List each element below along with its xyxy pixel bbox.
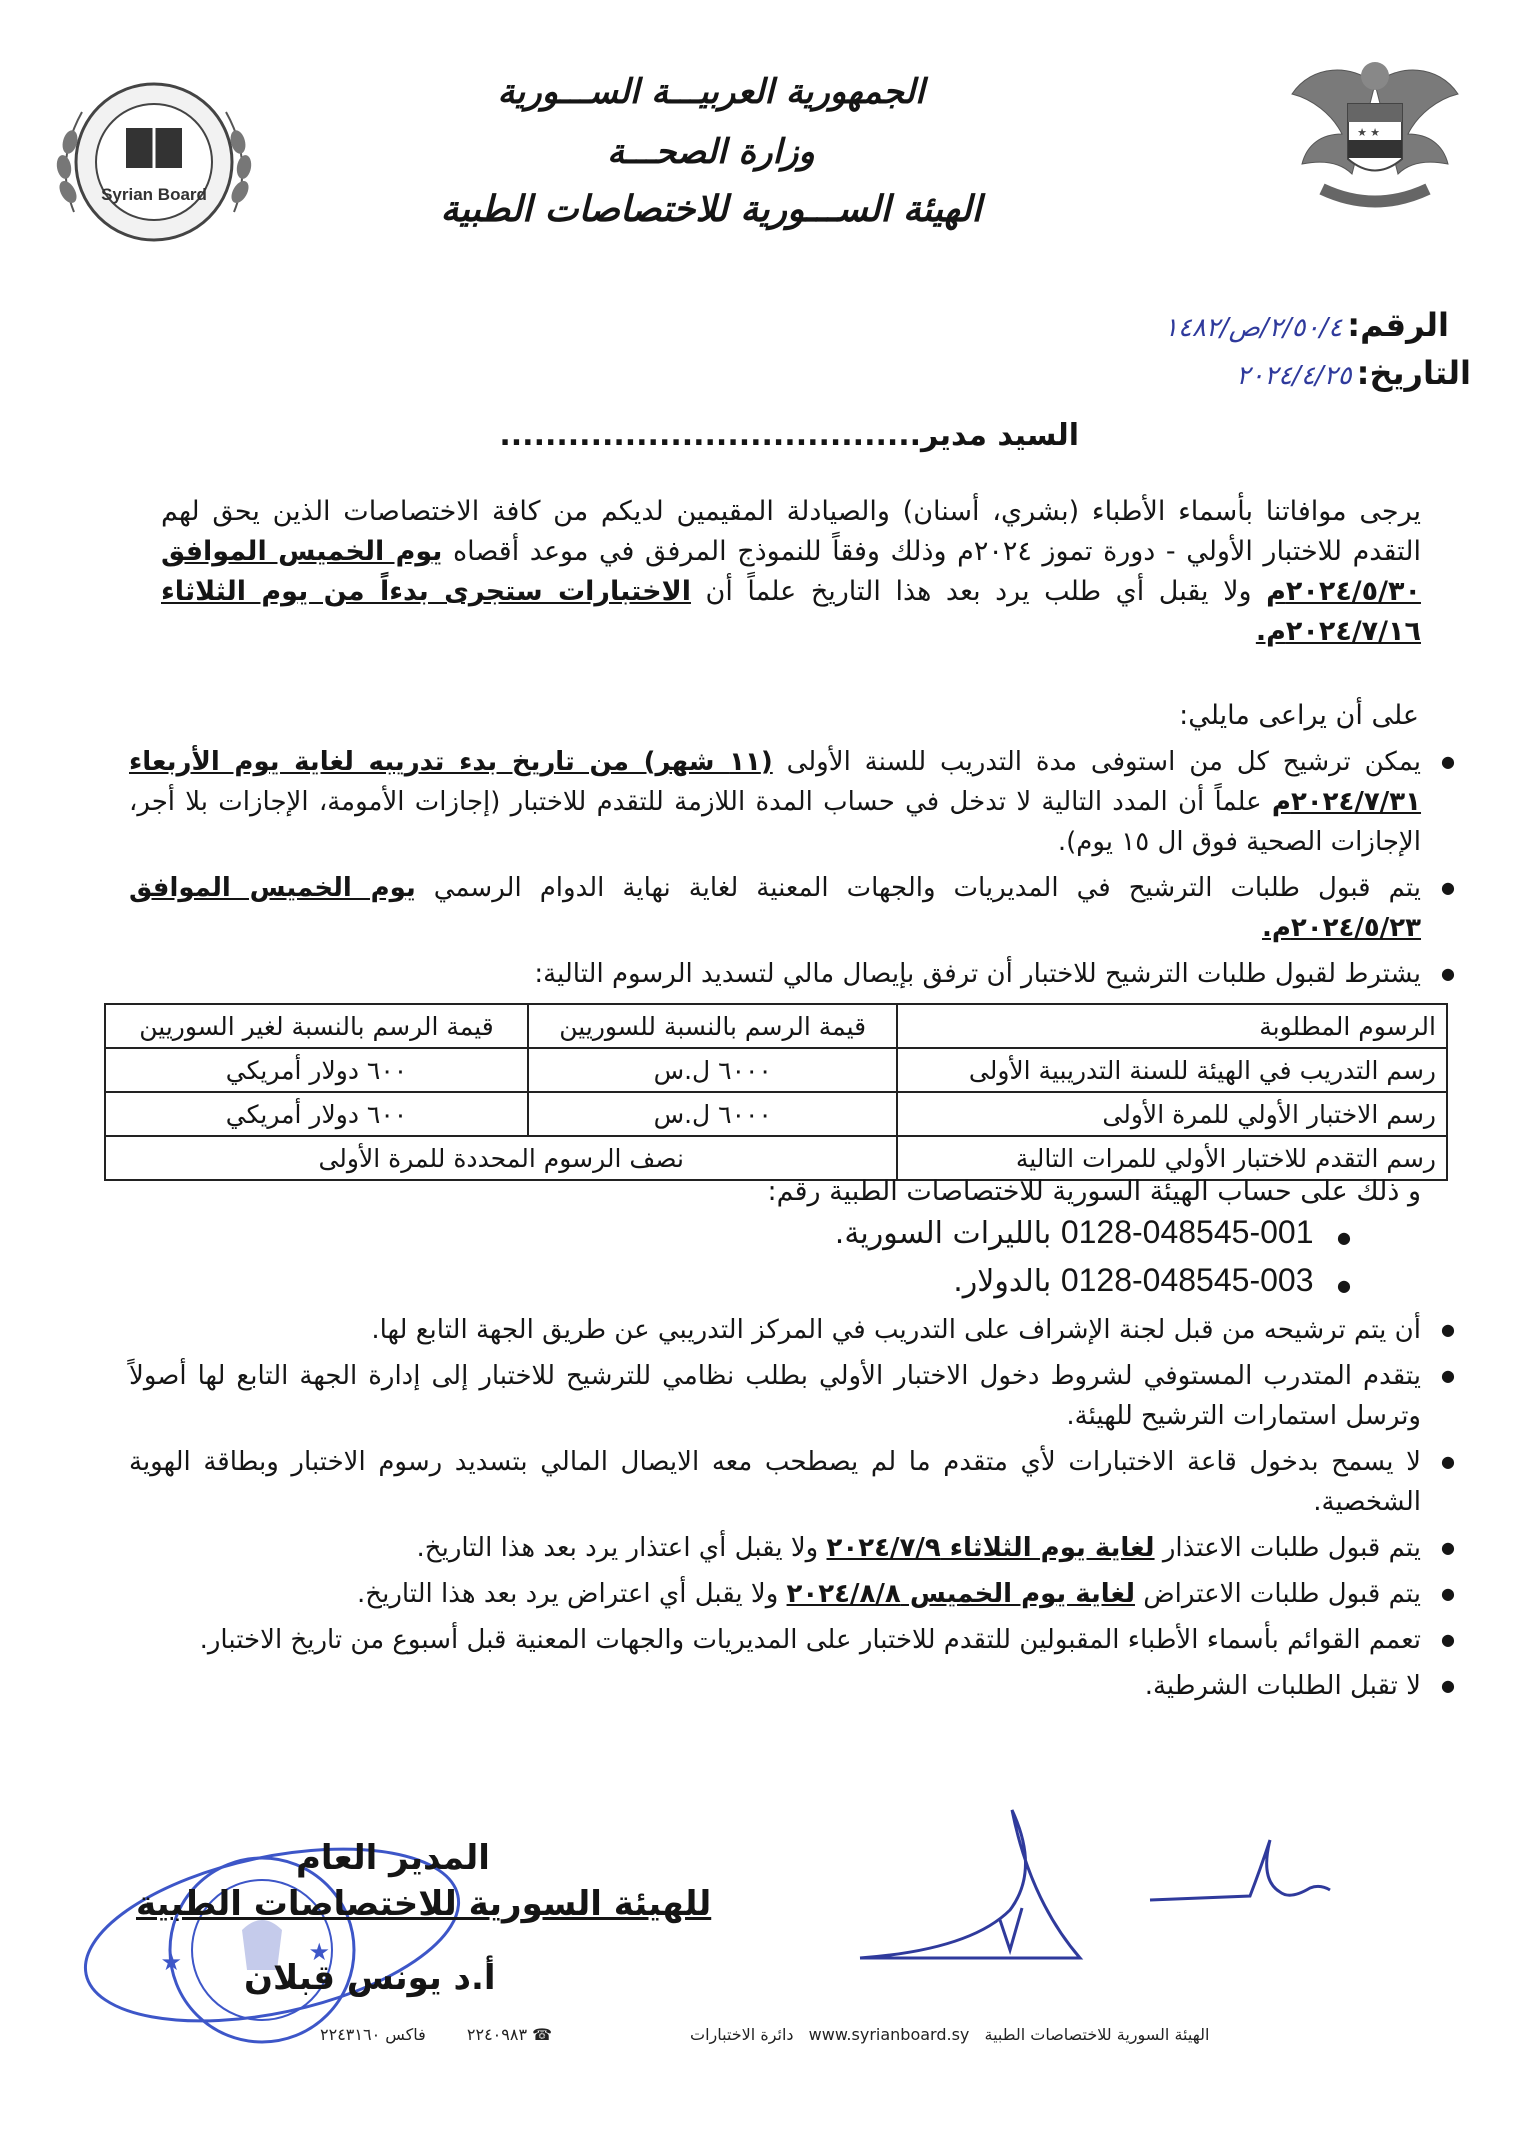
- account-syp: [835, 1214, 1351, 1251]
- fees-table: [104, 1003, 1448, 1181]
- list-item-text: يتقدم المتدرب المستوفي لشروط دخول الاختبار الأولي بطلب نظامي للترشيح للاختبار إلى إدارة الجهة التابع لها أصولاً وترسل استمارات الترشيح للهيئة.: [129, 1361, 1421, 1431]
- table-cell: ٦٠٠٠ ل.س: [528, 1048, 897, 1092]
- footer-fax: ٢٢٤٣١٦٠: [320, 2025, 381, 2044]
- table-cell: رسم الاختبار الأولي للمرة الأولى: [897, 1092, 1447, 1136]
- list-item-emphasis: لغاية يوم الثلاثاء ٢٠٢٤/٧/٩: [826, 1533, 1155, 1563]
- account-intro: و ذلك على حساب الهيئة السورية للاختصاصات الطبية رقم:: [767, 1176, 1421, 1207]
- list-item: [129, 1356, 1459, 1436]
- account-usd: [953, 1262, 1351, 1299]
- table-row: [105, 1092, 1447, 1136]
- table-cell: ٦٠٠ دولار أمريكي: [105, 1092, 528, 1136]
- list-item-emphasis: يوم الخميس الموافق ٢٠٢٤/٥/٢٣م.: [129, 873, 1421, 943]
- footer-dept: دائرة الاختبارات: [690, 2025, 794, 2044]
- footer-phone-fax: [320, 2025, 552, 2044]
- notes-title: على أن يراعى مايلي:: [1179, 700, 1419, 731]
- table-header-cell: قيمة الرسم بالنسبة للسوريين: [528, 1004, 897, 1048]
- intro-paragraph: [161, 492, 1421, 652]
- signature-title: المدير العام: [296, 1838, 490, 1878]
- reference-number-value: ٢/٥٠/٤/ص/١٤٨٢: [1163, 313, 1343, 343]
- intro-text-2: ولا يقبل أي طلب يرد بعد هذا التاريخ علماً أن: [705, 576, 1252, 607]
- table-row: [105, 1136, 1447, 1180]
- signature-name: أ.د يونس قبلان: [244, 1958, 496, 1998]
- account-number: 0128-048545-001: [1060, 1214, 1314, 1250]
- account-currency: بالدولار.: [953, 1264, 1052, 1299]
- footer-website: www.syrianboard.sy: [808, 2025, 970, 2044]
- list-item-text: أن يتم ترشيحه من قبل لجنة الإشراف على التدريب في المركز التدريبي عن طريق الجهة التابع لها.: [371, 1315, 1421, 1345]
- table-cell: رسم التقدم للاختبار الأولي للمرات التالية: [897, 1136, 1447, 1180]
- header-country: الجمهورية العربيـــة الســـورية: [497, 72, 925, 112]
- list-item: [129, 954, 1459, 994]
- list-item: [129, 1620, 1459, 1660]
- reference-number: [1164, 306, 1449, 344]
- list-item: [129, 868, 1459, 948]
- list-item-text: لا يسمح بدخول قاعة الاختبارات لأي متقدم ما لم يصطحب معه الايصال المالي بتسديد رسوم الاختبار وبطاقة الهوية الشخصية.: [129, 1447, 1421, 1517]
- footer-phone: ٢٢٤٠٩٨٣: [466, 2025, 528, 2044]
- reference-date-value: ٢٠٢٤/٤/٢٥: [1236, 361, 1352, 391]
- intro-exam-start: الاختبارات ستجرى بدءاً من يوم الثلاثاء ٢٠٢٤/٧/١٦م.: [161, 576, 1421, 647]
- header-commission: الهيئة الســـورية للاختصاصات الطبية: [440, 188, 982, 230]
- svg-text:★: ★: [1370, 126, 1380, 139]
- svg-text:★: ★: [160, 1948, 182, 1976]
- reference-number-label: الرقم:: [1347, 306, 1449, 344]
- intro-deadline: يوم الخميس الموافق ٢٠٢٤/٥/٣٠م: [161, 536, 1421, 607]
- conditions-list-top: [129, 742, 1459, 1000]
- conditions-list-bottom: [129, 1310, 1459, 1712]
- handwritten-signature: [850, 1800, 1370, 1980]
- phone-icon: ☎: [532, 2025, 553, 2044]
- list-item-text: يمكن ترشيح كل من استوفى مدة التدريب للسنة الأولى: [786, 747, 1421, 777]
- table-cell: رسم التدريب في الهيئة للسنة التدريبية الأولى: [897, 1048, 1447, 1092]
- list-item-text: تعمم القوائم بأسماء الأطباء المقبولين للتقدم للاختبار على المديريات والجهات المعنية قبل أسبوع من تاريخ الاختبار.: [199, 1625, 1421, 1655]
- bullet-icon: ●: [1337, 1228, 1351, 1247]
- list-item: [129, 1310, 1459, 1350]
- account-number: 0128-048545-003: [1060, 1262, 1314, 1298]
- bullet-icon: ●: [1337, 1276, 1351, 1295]
- header-ministry: وزارة الصحـــة: [607, 132, 815, 172]
- list-item: [129, 742, 1459, 862]
- footer-fax-label: فاكس: [385, 2025, 426, 2044]
- list-item-text: يتم قبول طلبات الترشيح في المديريات والجهات المعنية لغاية نهاية الدوام الرسمي: [433, 873, 1421, 903]
- account-currency: بالليرات السورية.: [834, 1216, 1052, 1251]
- list-item-text: يتم قبول طلبات الاعتراض: [1143, 1579, 1421, 1609]
- signature-org: للهيئة السورية للاختصاصات الطبية: [136, 1884, 712, 1924]
- list-item-text: يتم قبول طلبات الاعتذار: [1162, 1533, 1421, 1563]
- intro-text-1: يرجى موافاتنا بأسماء الأطباء (بشري، أسنان) والصيادلة المقيمين لديكم من كافة الاختصاصات الذين يحق لهم التقدم للاختبار الأولي - دورة تموز ٢٠٢٤م وذلك وفقاً للنموذج المرفق في موعد أقصاه: [161, 496, 1421, 567]
- table-row: [105, 1048, 1447, 1092]
- list-item-text: يشترط لقبول طلبات الترشيح للاختبار أن ترفق بإيصال مالي لتسديد الرسوم التالية:: [534, 959, 1421, 989]
- list-item: [129, 1666, 1459, 1706]
- table-cell: نصف الرسوم المحددة للمرة الأولى: [105, 1136, 897, 1180]
- table-cell: ٦٠٠ دولار أمريكي: [105, 1048, 528, 1092]
- list-item-text: ولا يقبل أي اعتراض يرد بعد هذا التاريخ.: [357, 1579, 779, 1609]
- table-header-cell: قيمة الرسم بالنسبة لغير السوريين: [105, 1004, 528, 1048]
- table-cell: ٦٠٠٠ ل.س: [528, 1092, 897, 1136]
- reference-date-label: التاريخ:: [1356, 354, 1471, 392]
- table-header-row: [105, 1004, 1447, 1048]
- svg-text:★: ★: [1357, 126, 1367, 139]
- list-item: [129, 1574, 1459, 1614]
- list-item-emphasis: لغاية يوم الخميس ٢٠٢٤/٨/٨: [786, 1579, 1135, 1609]
- list-item-text: ولا يقبل أي اعتذار يرد بعد هذا التاريخ.: [416, 1533, 819, 1563]
- salutation: السيد مدير.....................................: [499, 418, 1079, 453]
- table-header-cell: الرسوم المطلوبة: [897, 1004, 1447, 1048]
- list-item: [129, 1442, 1459, 1522]
- reference-date: [1236, 354, 1471, 392]
- list-item-text: لا تقبل الطلبات الشرطية.: [1144, 1671, 1421, 1701]
- list-item-emphasis: (١١ شهر) من تاريخ بدء تدريبه لغاية يوم الأربعاء ٢٠٢٤/٧/٣١م: [129, 747, 1422, 817]
- footer-contact: [690, 2025, 1209, 2044]
- list-item-text: علماً أن المدد التالية لا تدخل في حساب المدة اللازمة للتقدم للاختبار (إجازات الأمومة، الإجازات بلا أجر، الإجازات الصحية فوق ال ١٥ يوم).: [129, 787, 1421, 857]
- footer-org: الهيئة السورية للاختصاصات الطبية: [984, 2025, 1210, 2044]
- list-item: [129, 1528, 1459, 1568]
- svg-text:★: ★: [308, 1938, 330, 1966]
- syrian-board-logo: [44, 62, 264, 262]
- syria-emblem-logo: [1282, 54, 1468, 224]
- logo-title: Syrian Board: [101, 185, 207, 204]
